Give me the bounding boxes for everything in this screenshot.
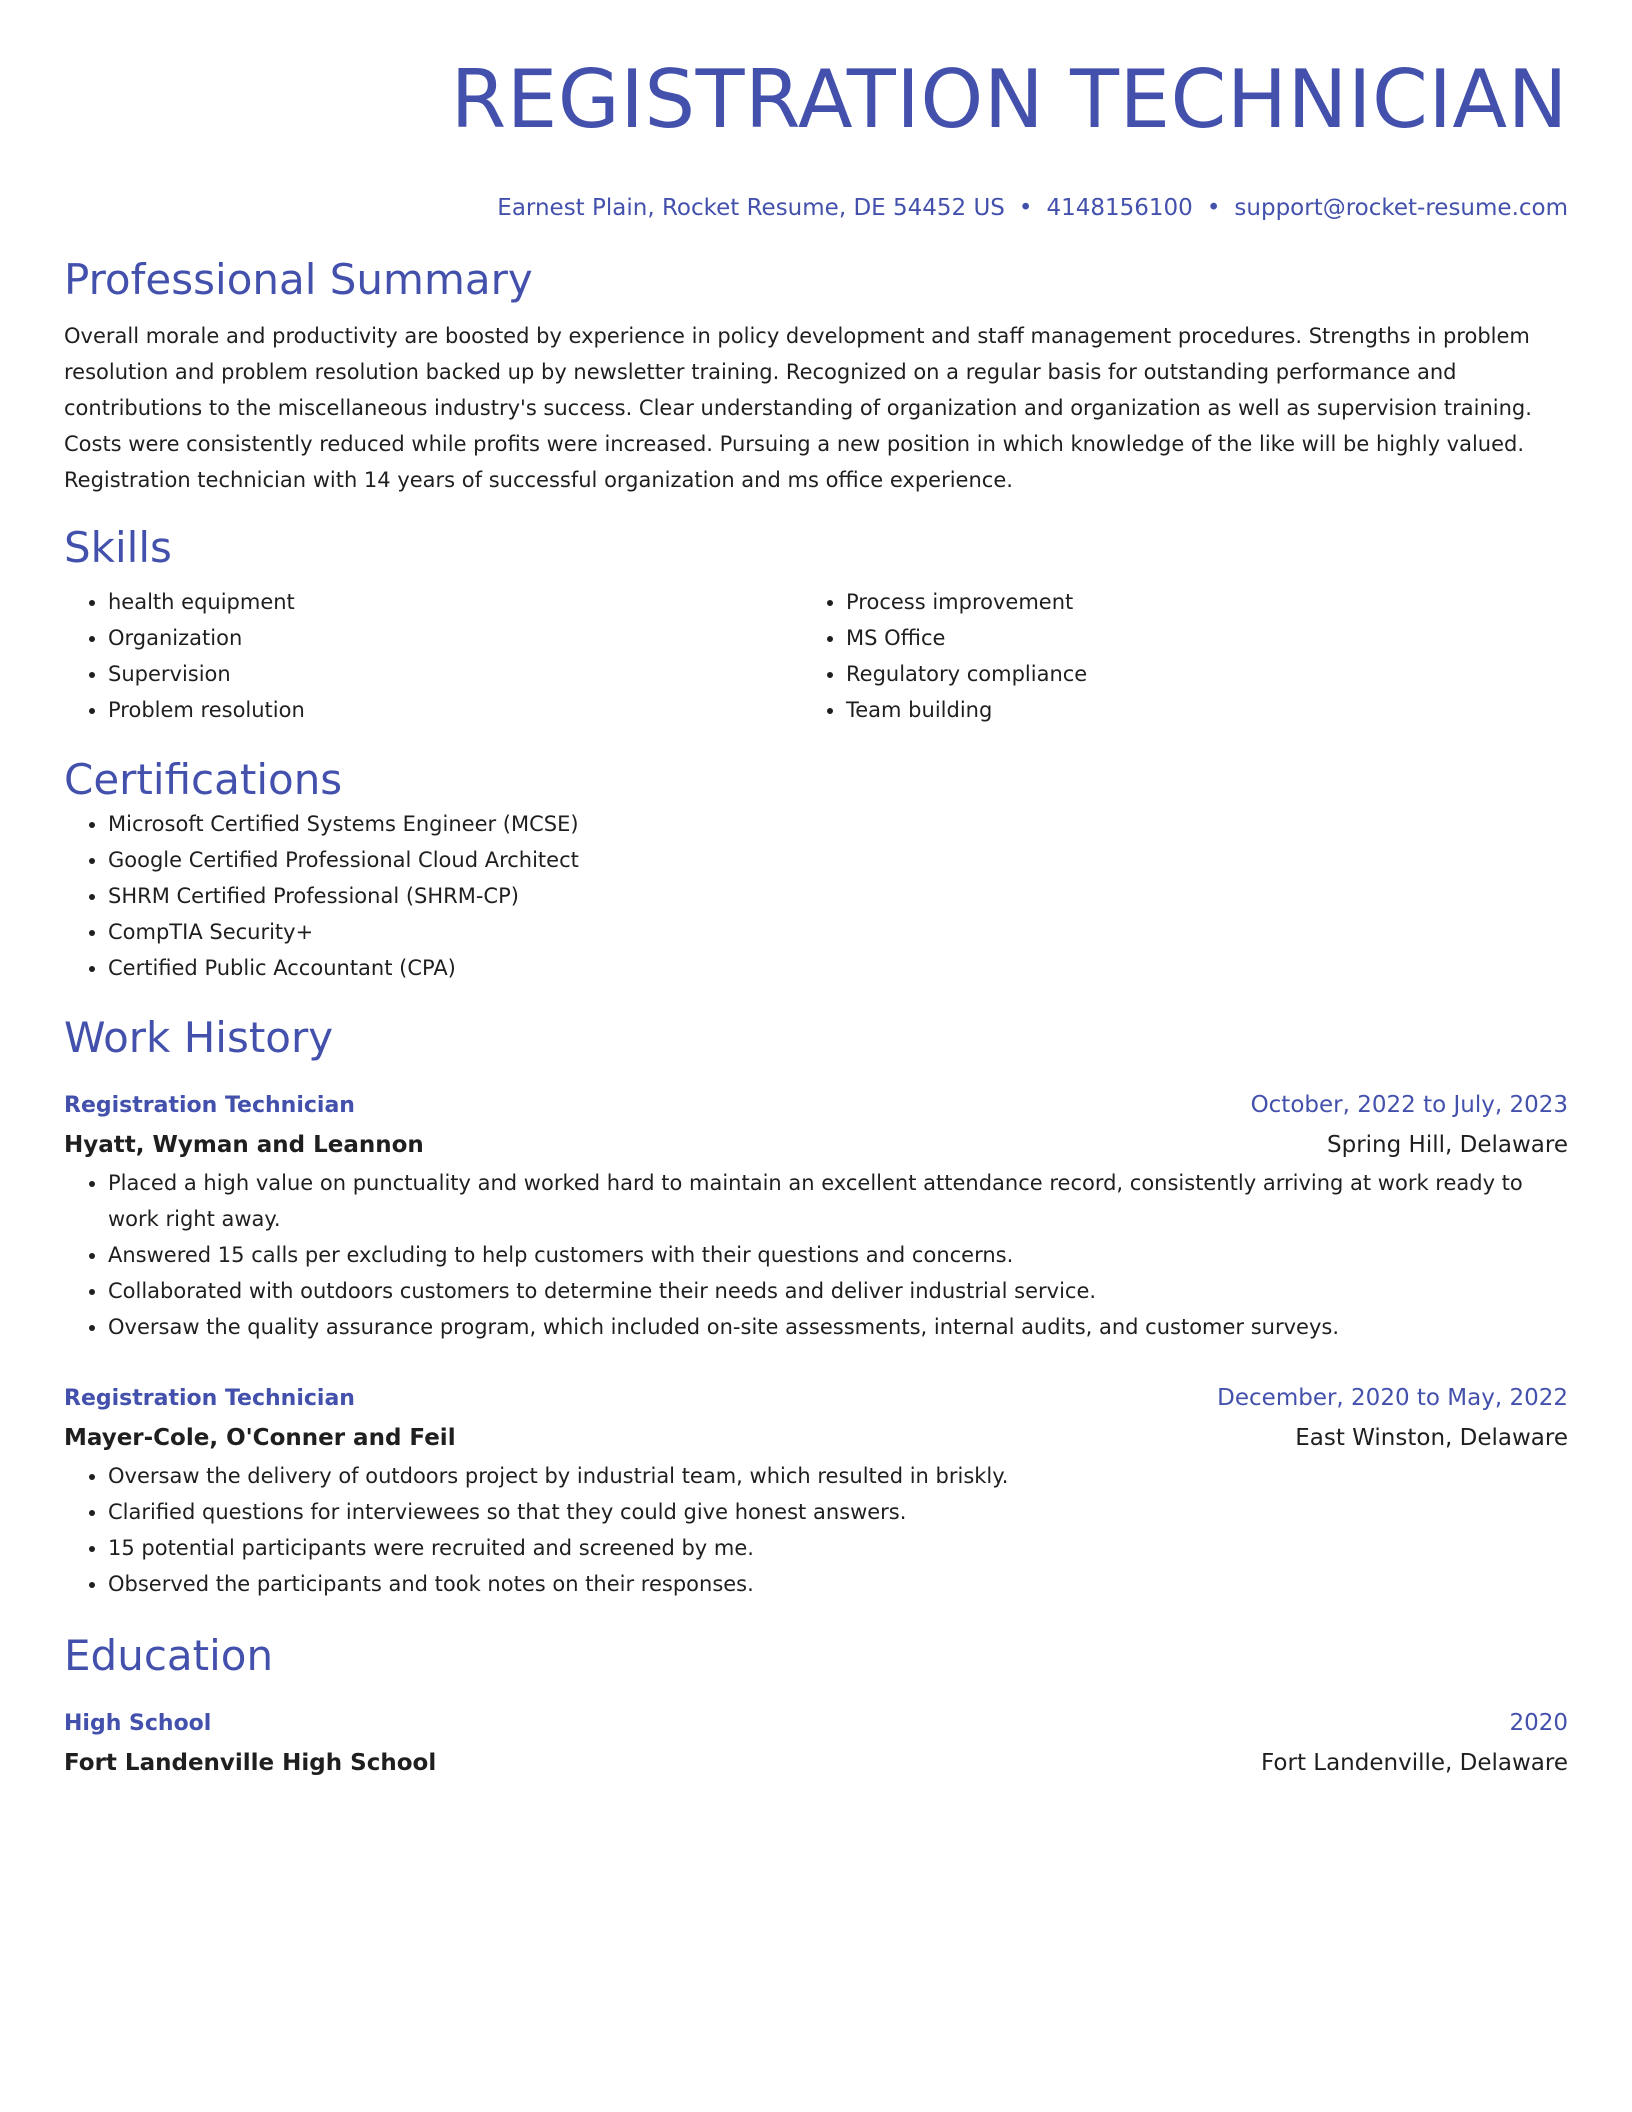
certification-item: • Google Certified Professional Cloud Architect <box>108 842 1568 878</box>
skill-item: • MS Office <box>846 620 1540 656</box>
summary-section <box>64 254 1568 498</box>
contact-phone: 4148156100 <box>1046 195 1193 221</box>
job-company-row <box>64 1125 1568 1165</box>
job-header-row <box>64 1379 1568 1418</box>
section-title-skills: Skills <box>64 523 172 572</box>
certification-item: • CompTIA Security+ <box>108 914 1568 950</box>
section-title-education: Education <box>64 1631 274 1680</box>
job-duty-item: • Collaborated with outdoors customers to determine their needs and deliver industrial service. <box>108 1273 1568 1309</box>
job-duty-item: • Oversaw the quality assurance program, which included on-site assessments, internal audits, and customer surveys. <box>108 1309 1568 1345</box>
job-dates: December, 2020 to May, 2022 <box>1217 1385 1568 1411</box>
job-role: Registration Technician <box>64 1093 355 1118</box>
skills-list-left <box>64 584 802 728</box>
education-entry <box>64 1704 1568 1783</box>
job-duty-item: • Answered 15 calls per excluding to help customers with their questions and concerns. <box>108 1237 1568 1273</box>
education-year: 2020 <box>1509 1710 1568 1736</box>
contact-email[interactable]: support@rocket-resume.com <box>1234 195 1568 221</box>
skill-item: • Team building <box>846 692 1540 728</box>
education-school-row <box>64 1743 1568 1783</box>
certification-item: • SHRM Certified Professional (SHRM-CP) <box>108 878 1568 914</box>
job-role: Registration Technician <box>64 1386 355 1411</box>
skills-column-right <box>802 584 1540 728</box>
education-section <box>64 1630 1568 1783</box>
job-location: Spring Hill, Delaware <box>1327 1132 1568 1158</box>
job-duty-item: • Observed the participants and took notes on their responses. <box>108 1566 1568 1602</box>
contact-address: Earnest Plain, Rocket Resume, DE 54452 US <box>497 195 1005 221</box>
education-school: Fort Landenville High School <box>64 1750 437 1776</box>
job-duties-list <box>64 1458 1568 1602</box>
skill-item: • Supervision <box>108 656 802 692</box>
job-location: East Winston, Delaware <box>1295 1425 1568 1451</box>
skills-grid <box>64 584 1568 728</box>
skill-item: • Process improvement <box>846 584 1540 620</box>
certifications-list <box>64 806 1568 986</box>
work-history-section <box>64 1012 1568 1602</box>
skill-item: • health equipment <box>108 584 802 620</box>
summary-text: Overall morale and productivity are boosted by experience in policy development and staff management procedures. Strengths in problem resolution and problem resolution backed up by newsletter training. Recognized on a regular basis for outstanding performance and contributions to the miscellaneous industry's success. Clear understanding of organization and organization as well as supervision training. Costs were consistently reduced while profits were increased. Pursuing a new position in which knowledge of the like will be highly valued. Registration technician with 14 years of successful organization and ms office experience. <box>64 324 1532 492</box>
job-entry <box>64 1086 1568 1345</box>
section-title-certifications: Certifications <box>64 755 343 804</box>
job-dates: October, 2022 to July, 2023 <box>1250 1092 1568 1118</box>
certifications-section <box>64 754 1568 986</box>
education-location: Fort Landenville, Delaware <box>1261 1750 1568 1776</box>
job-duties-list <box>64 1165 1568 1345</box>
skill-item: • Organization <box>108 620 802 656</box>
skills-section <box>64 522 1568 728</box>
certification-item: • Microsoft Certified Systems Engineer (MCSE) <box>108 806 1568 842</box>
job-entry <box>64 1379 1568 1602</box>
contact-line <box>64 192 1568 224</box>
education-header-row <box>64 1704 1568 1743</box>
job-header-row <box>64 1086 1568 1125</box>
job-company-row <box>64 1418 1568 1458</box>
skills-column-left <box>64 584 802 728</box>
skill-item: • Regulatory compliance <box>846 656 1540 692</box>
section-title-summary: Professional Summary <box>64 255 533 304</box>
contact-separator: • <box>1206 195 1221 221</box>
resume-header <box>64 40 1568 224</box>
job-duty-item: • Oversaw the delivery of outdoors project by industrial team, which resulted in briskly. <box>108 1458 1568 1494</box>
education-degree: High School <box>64 1711 212 1736</box>
certification-item: • Certified Public Accountant (CPA) <box>108 950 1568 986</box>
contact-separator: • <box>1018 195 1033 221</box>
job-company: Mayer-Cole, O'Conner and Feil <box>64 1425 456 1451</box>
job-duty-item: • Placed a high value on punctuality and worked hard to maintain an excellent attendance record, consistently arriving at work ready to work right away. <box>108 1165 1568 1237</box>
job-duty-item: • 15 potential participants were recruited and screened by me. <box>108 1530 1568 1566</box>
candidate-name: REGISTRATION TECHNICIAN <box>450 53 1568 146</box>
job-company: Hyatt, Wyman and Leannon <box>64 1132 424 1158</box>
job-duty-item: • Clarified questions for interviewees so that they could give honest answers. <box>108 1494 1568 1530</box>
section-title-work-history: Work History <box>64 1013 334 1062</box>
skill-item: • Problem resolution <box>108 692 802 728</box>
skills-list-right <box>802 584 1540 728</box>
